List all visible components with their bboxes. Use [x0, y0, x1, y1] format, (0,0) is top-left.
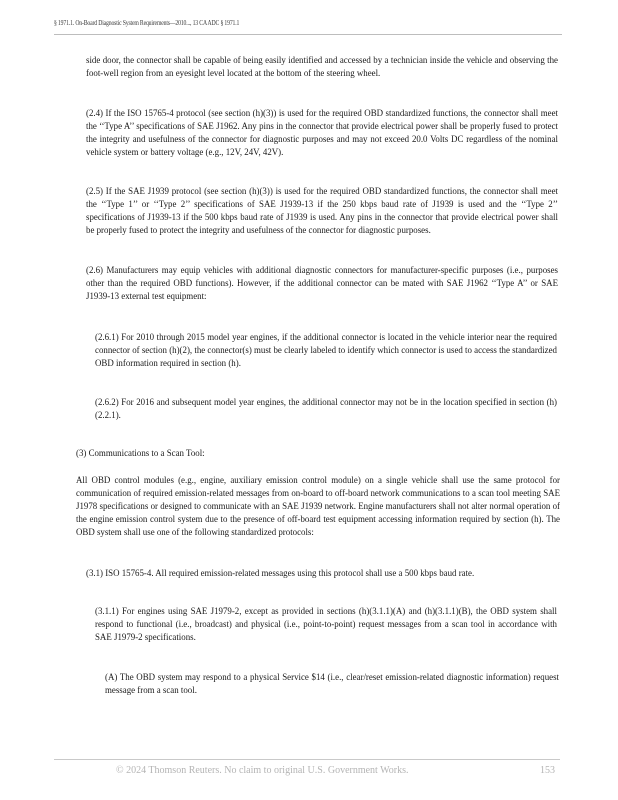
page-number: 153 [540, 765, 555, 776]
section-3-heading: (3) Communications to a Scan Tool: [76, 448, 205, 458]
paragraph-3-1: (3.1) ISO 15765-4. All required emission-related messages using this protocol shall use a 500 kbps baud rate. [86, 568, 475, 578]
paragraph-2-6-2: (2.6.2) For 2016 and subsequent model year engines, the additional connector may not be in the location specified in section (h)(2.2.1). [95, 397, 557, 420]
paragraph-2-6-1: (2.6.1) For 2010 through 2015 model year engines, if the additional connector is located in the vehicle interior near the required connector of section (h)(2), the connector(s) must be clearly labeled to identify which connector is used to access the standardized OBD information required in section (h). [95, 332, 557, 368]
running-header: § 1971.1. On-Board Diagnostic System Requirements—2010..., 13 CA ADC § 1971.1 [54, 19, 240, 27]
paragraph-2-5: (2.5) If the SAE J1939 protocol (see section (h)(3)) is used for the required OBD standardized functions, the connector shall meet the ‘‘Type 1’’ or ‘‘Type 2’’ specifications of SAE J1939-13 if the 250 kbps baud rate of J1939 is used and the ‘‘Type 2’’ specifications of J1939-13 if the 500 kbps baud rate of J1939 is used. Any pins in the connector that provide electrical power shall be properly fused to protect the integrity and usefulness of the connector for diagnostic purposes. [86, 186, 558, 235]
footer-divider [54, 759, 560, 760]
paragraph-3-1-1-a: (A) The OBD system may respond to a physical Service $14 (i.e., clear/reset emission-related diagnostic information) request message from a scan tool. [105, 672, 559, 695]
paragraph-3-1-1: (3.1.1) For engines using SAE J1979-2, except as provided in sections (h)(3.1.1)(A) and (h)(3.1.1)(B), the OBD system shall respond to functional (i.e., broadcast) and physical (i.e., point-to-point) request messages from a scan tool in accordance with SAE J1979-2 specifications. [95, 606, 557, 642]
footer-copyright: © 2024 Thomson Reuters. No claim to original U.S. Government Works. [116, 765, 409, 776]
paragraph-3: All OBD control modules (e.g., engine, auxiliary emission control module) on a single vehicle shall use the same protocol for communication of required emission-related messages from on-board to off-board network communications to a scan tool meeting SAE J1978 specifications or designed to communicate with an SAE J1939 network. Engine manufacturers shall not alter normal operation of the engine emission control system due to the presence of off-board test equipment accessing information required by section (h). The OBD system shall use one of the following standardized protocols: [76, 475, 560, 537]
paragraph-connector-location: side door, the connector shall be capable of being easily identified and accessed by a technician inside the vehicle and observing the foot-well region from an eyesight level located at the bottom of the steering wheel. [86, 55, 558, 78]
paragraph-2-6: (2.6) Manufacturers may equip vehicles with additional diagnostic connectors for manufacturer-specific purposes (i.e., purposes other than the required OBD functions). However, if the additional connector can be mated with SAE J1962 ‘‘Type A’’ or SAE J1939-13 external test equipment: [86, 265, 558, 301]
header-divider [54, 34, 562, 35]
paragraph-2-4: (2.4) If the ISO 15765-4 protocol (see section (h)(3)) is used for the required OBD standardized functions, the connector shall meet the ‘‘Type A’’ specifications of SAE J1962. Any pins in the connector that provide electrical power shall be properly fused to protect the integrity and usefulness of the connector for diagnostic purposes and may not exceed 20.0 Volts DC regardless of the nominal vehicle system or battery voltage (e.g., 12V, 24V, 42V). [86, 108, 558, 157]
